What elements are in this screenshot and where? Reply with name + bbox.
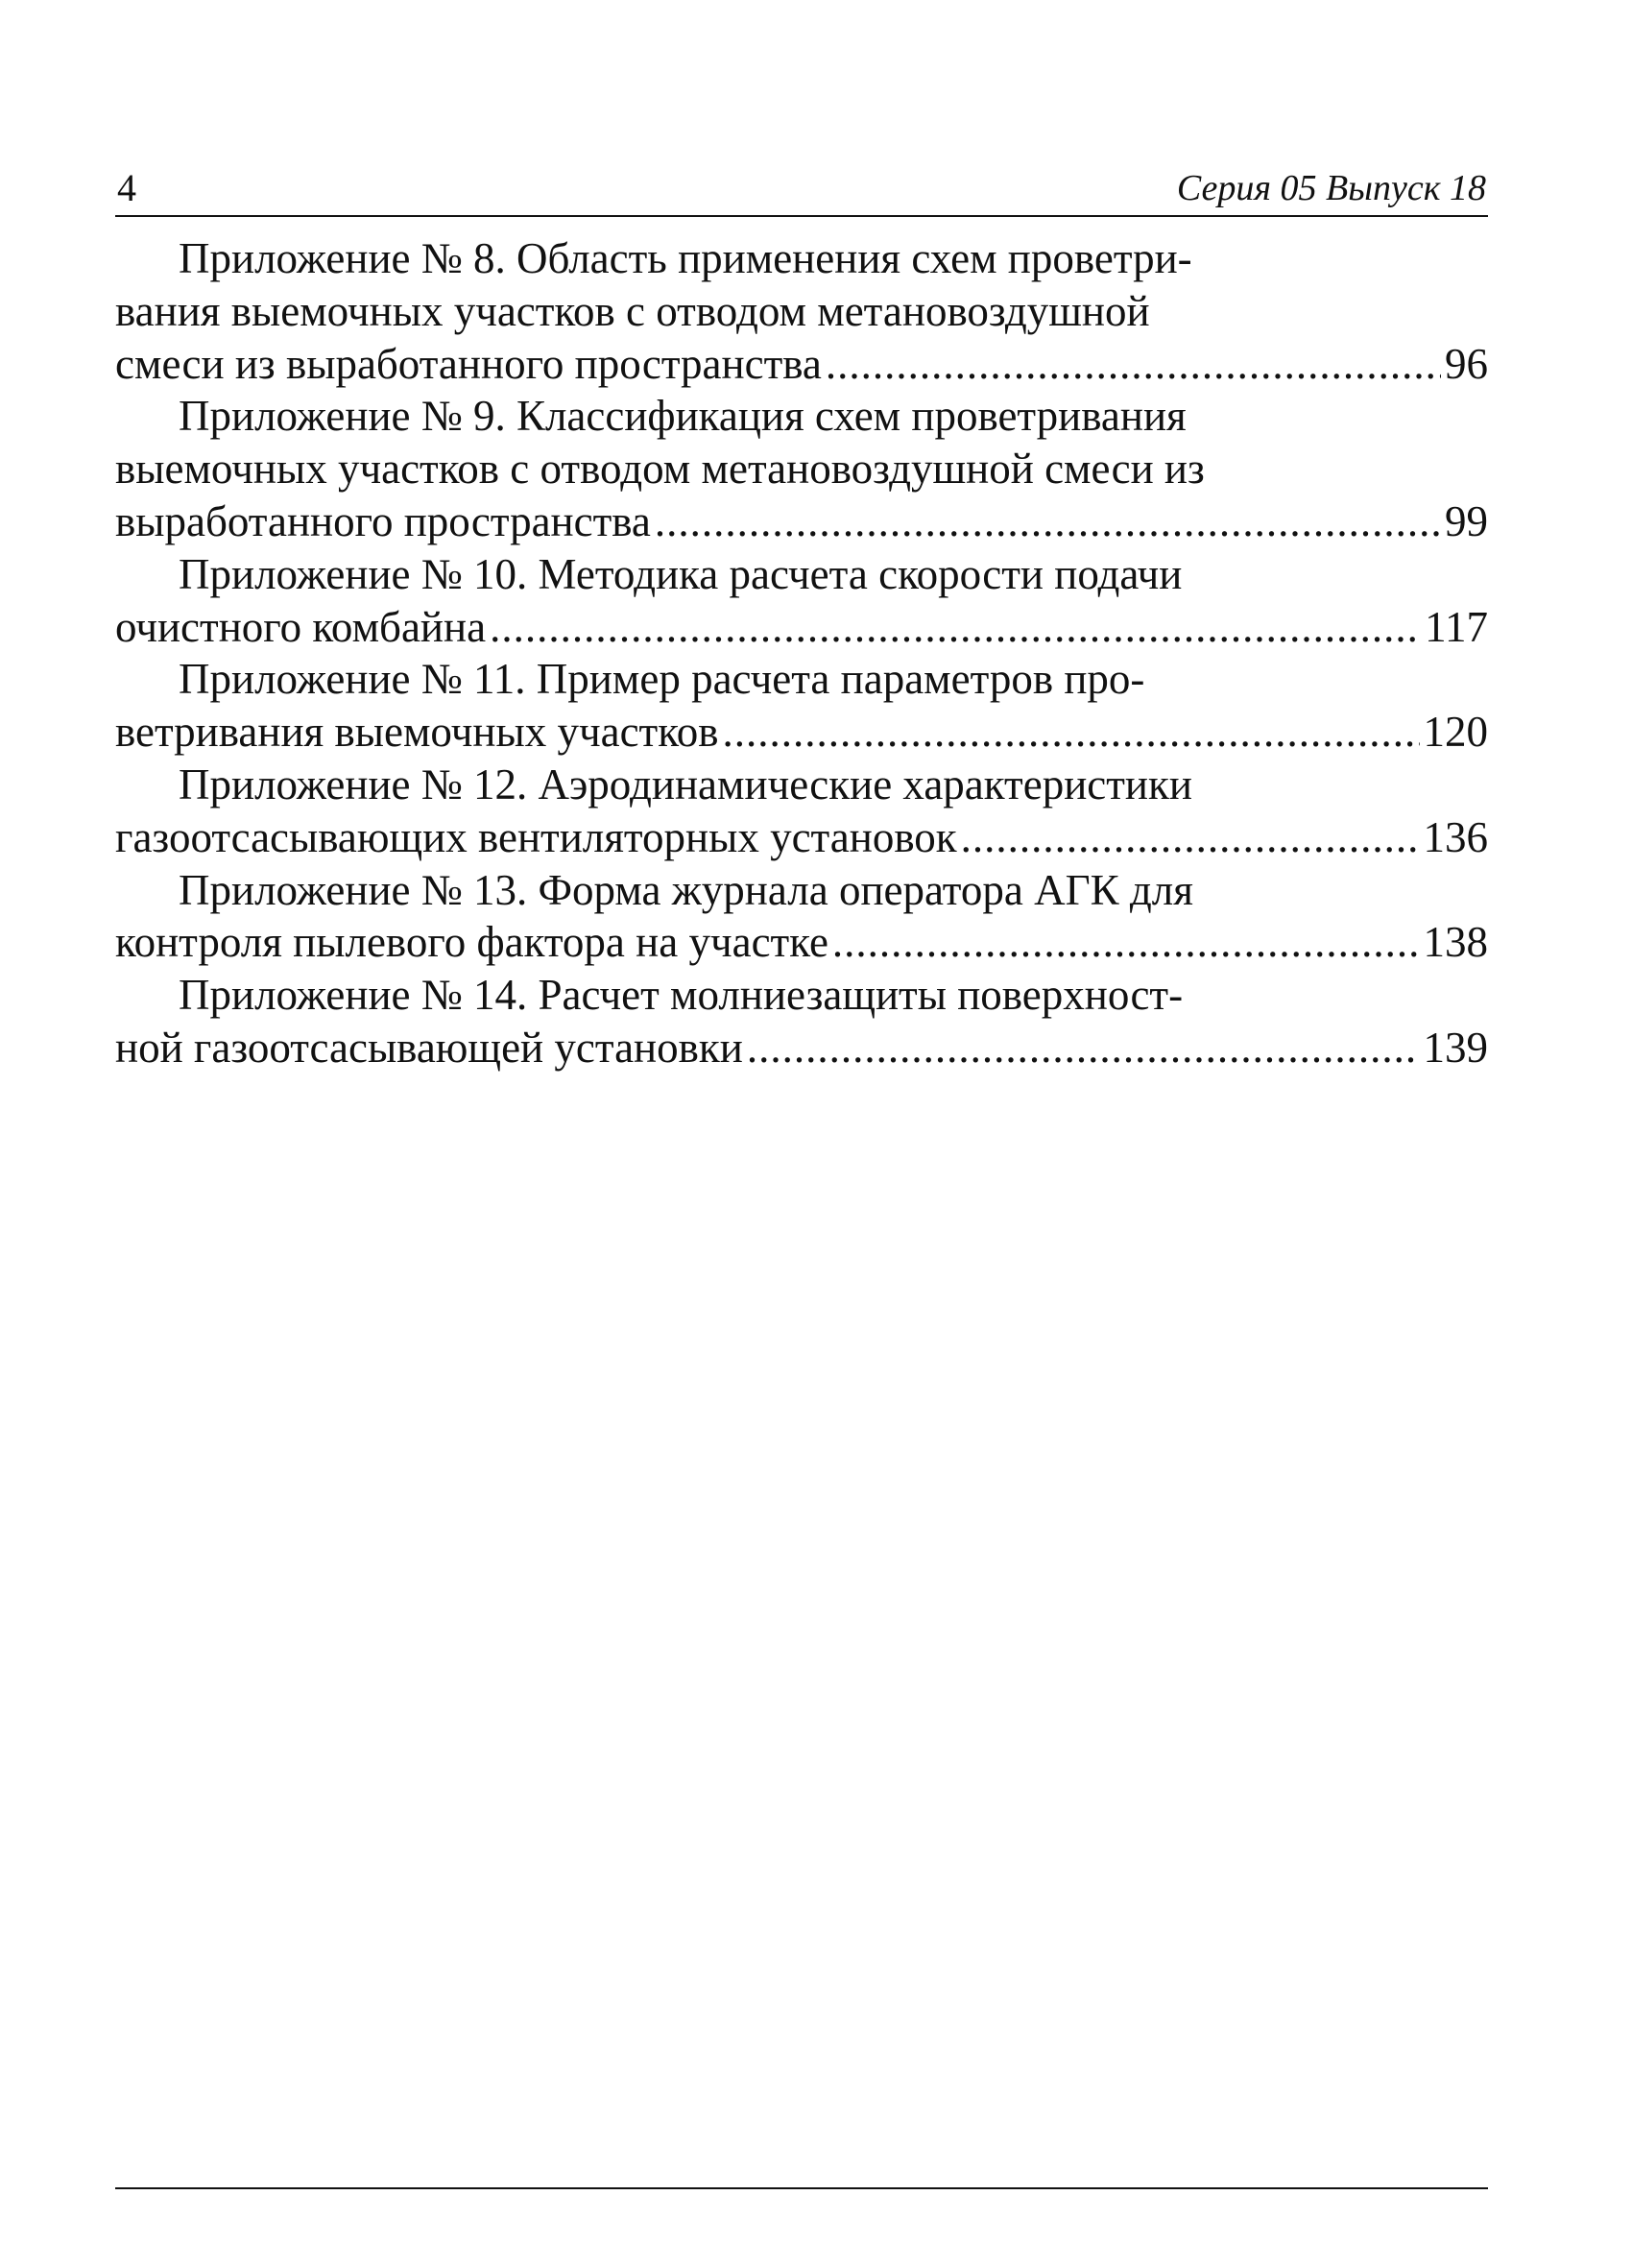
dot-leader [490,601,1421,654]
toc-line: газоотсасывающих вентиляторных установок [115,812,957,861]
toc-last-line [115,916,1488,969]
toc-entry-appendix-12 [115,759,1488,864]
dot-leader [723,706,1420,759]
dot-leader [747,1022,1420,1074]
toc-line: Приложение № 11. Пример расчета параметров про- [179,655,1145,704]
toc-line: Приложение № 12. Аэродинамические характеристики [179,760,1192,808]
toc-line: вания выемочных участков с отводом метановоздушной [115,286,1150,335]
toc-last-line [115,338,1488,391]
toc-line: Приложение № 14. Расчет молниезащиты поверхност- [179,971,1184,1020]
toc-page-number: 96 [1445,339,1488,388]
toc-entry-appendix-10 [115,548,1488,654]
toc-page-number: 120 [1423,708,1488,757]
toc-entry-appendix-13 [115,864,1488,970]
toc-last-line [115,495,1488,548]
dot-leader [832,916,1420,969]
footer-rule [115,2187,1488,2189]
toc-page-number: 138 [1423,918,1488,967]
toc-line: выемочных участков с отводом метановоздушной смеси из [115,445,1205,494]
toc-page-number: 99 [1445,496,1488,545]
toc-line: смеси из выработанного пространства [115,339,822,388]
dot-leader [961,811,1420,864]
dot-leader [655,495,1441,548]
table-of-contents [115,232,1488,1074]
toc-line: ветривания выемочных участков [115,708,719,757]
dot-leader [826,338,1441,391]
page-number: 4 [117,166,136,209]
toc-page-number: 117 [1425,602,1488,651]
toc-last-line [115,1022,1488,1074]
toc-entry-appendix-9 [115,390,1488,547]
toc-line: выработанного пространства [115,496,651,545]
toc-entry-appendix-11 [115,653,1488,759]
toc-line: Приложение № 8. Область применения схем проветри- [179,234,1192,282]
toc-entry-appendix-14 [115,969,1488,1074]
toc-last-line [115,706,1488,759]
toc-line: ной газоотсасывающей установки [115,1023,743,1072]
toc-entry-appendix-8 [115,232,1488,390]
toc-line: Приложение № 9. Классификация схем проветривания [179,392,1187,441]
toc-line: Приложение № 13. Форма журнала оператора АГК для [179,865,1193,914]
running-title: Серия 05 Выпуск 18 [1176,168,1486,208]
toc-last-line [115,811,1488,864]
toc-last-line [115,601,1488,654]
toc-page-number: 139 [1423,1023,1488,1072]
page-header [115,165,1488,217]
toc-page-number: 136 [1423,812,1488,861]
toc-line: очистного комбайна [115,602,487,651]
toc-line: Приложение № 10. Методика расчета скорости подачи [179,549,1183,598]
toc-line: контроля пылевого фактора на участке [115,918,828,967]
